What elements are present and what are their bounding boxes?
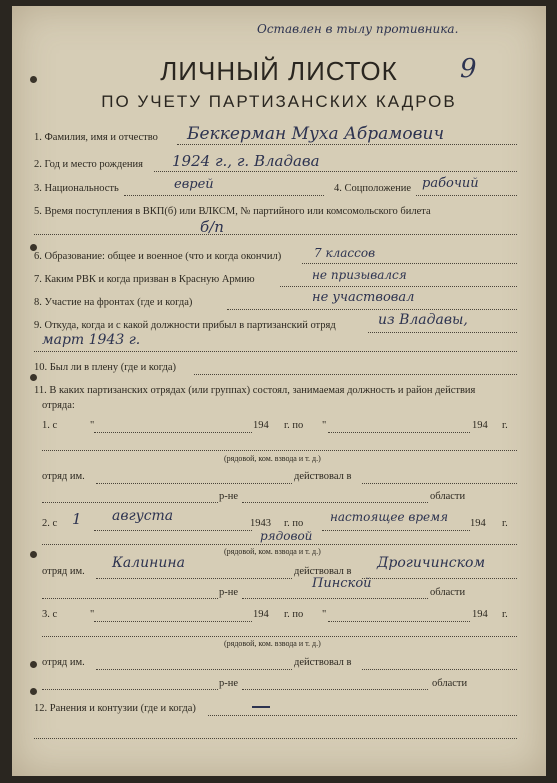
field-6-label: 6. Образование: общее и военное (что и когда окончил) [34,251,282,262]
field-9-label: 9. Откуда, когда и с какой должности прибыл в партизанский отряд [34,320,336,331]
punch-hole [30,688,37,695]
entry-2-year-from: 1943 [250,518,271,529]
entry-2-day: 1 [72,510,82,528]
field-1-label: 1. Фамилия, имя и отчество [34,132,158,143]
form-title: ЛИЧНЫЙ ЛИСТОК [160,56,398,86]
field-1-value: Беккерман Муха Абрамович [187,124,445,144]
entry-2-caption: (рядовой, ком. взвода и т. д.) [224,547,321,556]
entry-2-deystvoval-value: Дрогичинском [377,555,486,571]
entry-1-prefix: 1. с [42,420,58,431]
entry-3-prefix: 3. с [42,609,58,620]
entry-2-prefix: 2. с [42,518,58,529]
field-7-value: не призывался [312,268,407,282]
field-12-label: 12. Ранения и контузии (где и когда) [34,703,196,714]
field-9-value-b: март 1943 г. [42,332,141,348]
entry-1-caption: (рядовой, ком. взвода и т. д.) [224,454,321,463]
entry-3-caption: (рядовой, ком. взвода и т. д.) [224,639,321,648]
field-6-value: 7 классов [314,246,376,260]
field-4-label: 4. Соцположение [334,183,412,194]
field-7-label: 7. Каким РВК и когда призван в Красную Армию [34,274,255,285]
punch-hole [30,76,37,83]
field-8-value: не участвовал [312,290,415,305]
field-3-label: 3. Национальность [34,183,119,194]
top-note: Оставлен в тылу противника. [257,22,459,36]
field-11-label-b: отряда: [42,400,75,411]
field-5-value: б/п [200,218,224,236]
field-11-label-a: 11. В каких партизанских отрядах (или группах) состоял, занимаемая должность и район действия [34,385,476,396]
punch-hole [30,661,37,668]
entry-2-role: рядовой [260,529,313,543]
entry-2-oblast-value: Пинской [312,576,372,591]
entry-2-to-value: настоящее время [330,510,449,524]
field-9-value-a: из Владавы, [378,312,468,328]
form-subtitle: ПО УЧЕТУ ПАРТИЗАНСКИХ КАДРОВ [101,92,457,111]
entry-2-month: августа [112,508,174,524]
field-10-label: 10. Был ли в плену (где и когда) [34,362,177,373]
field-12-dash [252,706,270,708]
punch-hole [30,374,37,381]
field-8-label: 8. Участие на фронтах (где и когда) [34,297,193,308]
document-page: Оставлен в тылу противника. 9 ЛИЧНЫЙ ЛИСТОК ПО УЧЕТУ ПАРТИЗАНСКИХ КАДРОВ 1. Фамилия, имя и отчество Беккерман Муха Абрамович 2. Год и место рождения 1924 г., г. Владава 3. Национальность еврей 4. Соцположение рабочий 5. Время поступления в ВКП(б) или ВЛКСМ, № партийного или комсомольского билета б/п 6. Образование: общее и военное (что и когда окончил) 7 классов 7. Каким РВК и когда призван в Красную Армию не призывался 8. Участие на фронтах (где и когда) не участвовал 9. Откуда, когда и с какой должности прибыл в партизанский отряд из Владавы, март 1943 г. 10. Был ли в плену (где и когда) 11. В каких партизанских отрядах (или группах) состоял, занимаемая должность и район действия отряда: 1. с " 194 г. по " 194 г. (рядовой, ком. взвода и т. д.) отряд им. действовал в р-не области 2. с 1 августа 1943 г. по настоящее время 194 г. рядовой (рядовой, ком. взвода и т. д.) отряд им. Калинина действовал в Дрогичинском р-не Пинской области 3. с " 194 г. по " 194 г. (рядовой, ком. взвода и т. д.) отряд им. действовал в р-не области 12. Ранения и контузии (где и когда) [12,6,546,776]
field-2-label: 2. Год и место рождения [34,159,143,170]
punch-hole [30,244,37,251]
field-5-label: 5. Время поступления в ВКП(б) или ВЛКСМ, № партийного или комсомольского билета [34,206,431,217]
field-4-value: рабочий [422,176,479,191]
page-number: 9 [460,54,477,84]
field-2-value: 1924 г., г. Владава [172,152,320,170]
entry-2-otryad-value: Калинина [112,555,185,571]
field-3-value: еврей [174,177,214,192]
punch-hole [30,551,37,558]
